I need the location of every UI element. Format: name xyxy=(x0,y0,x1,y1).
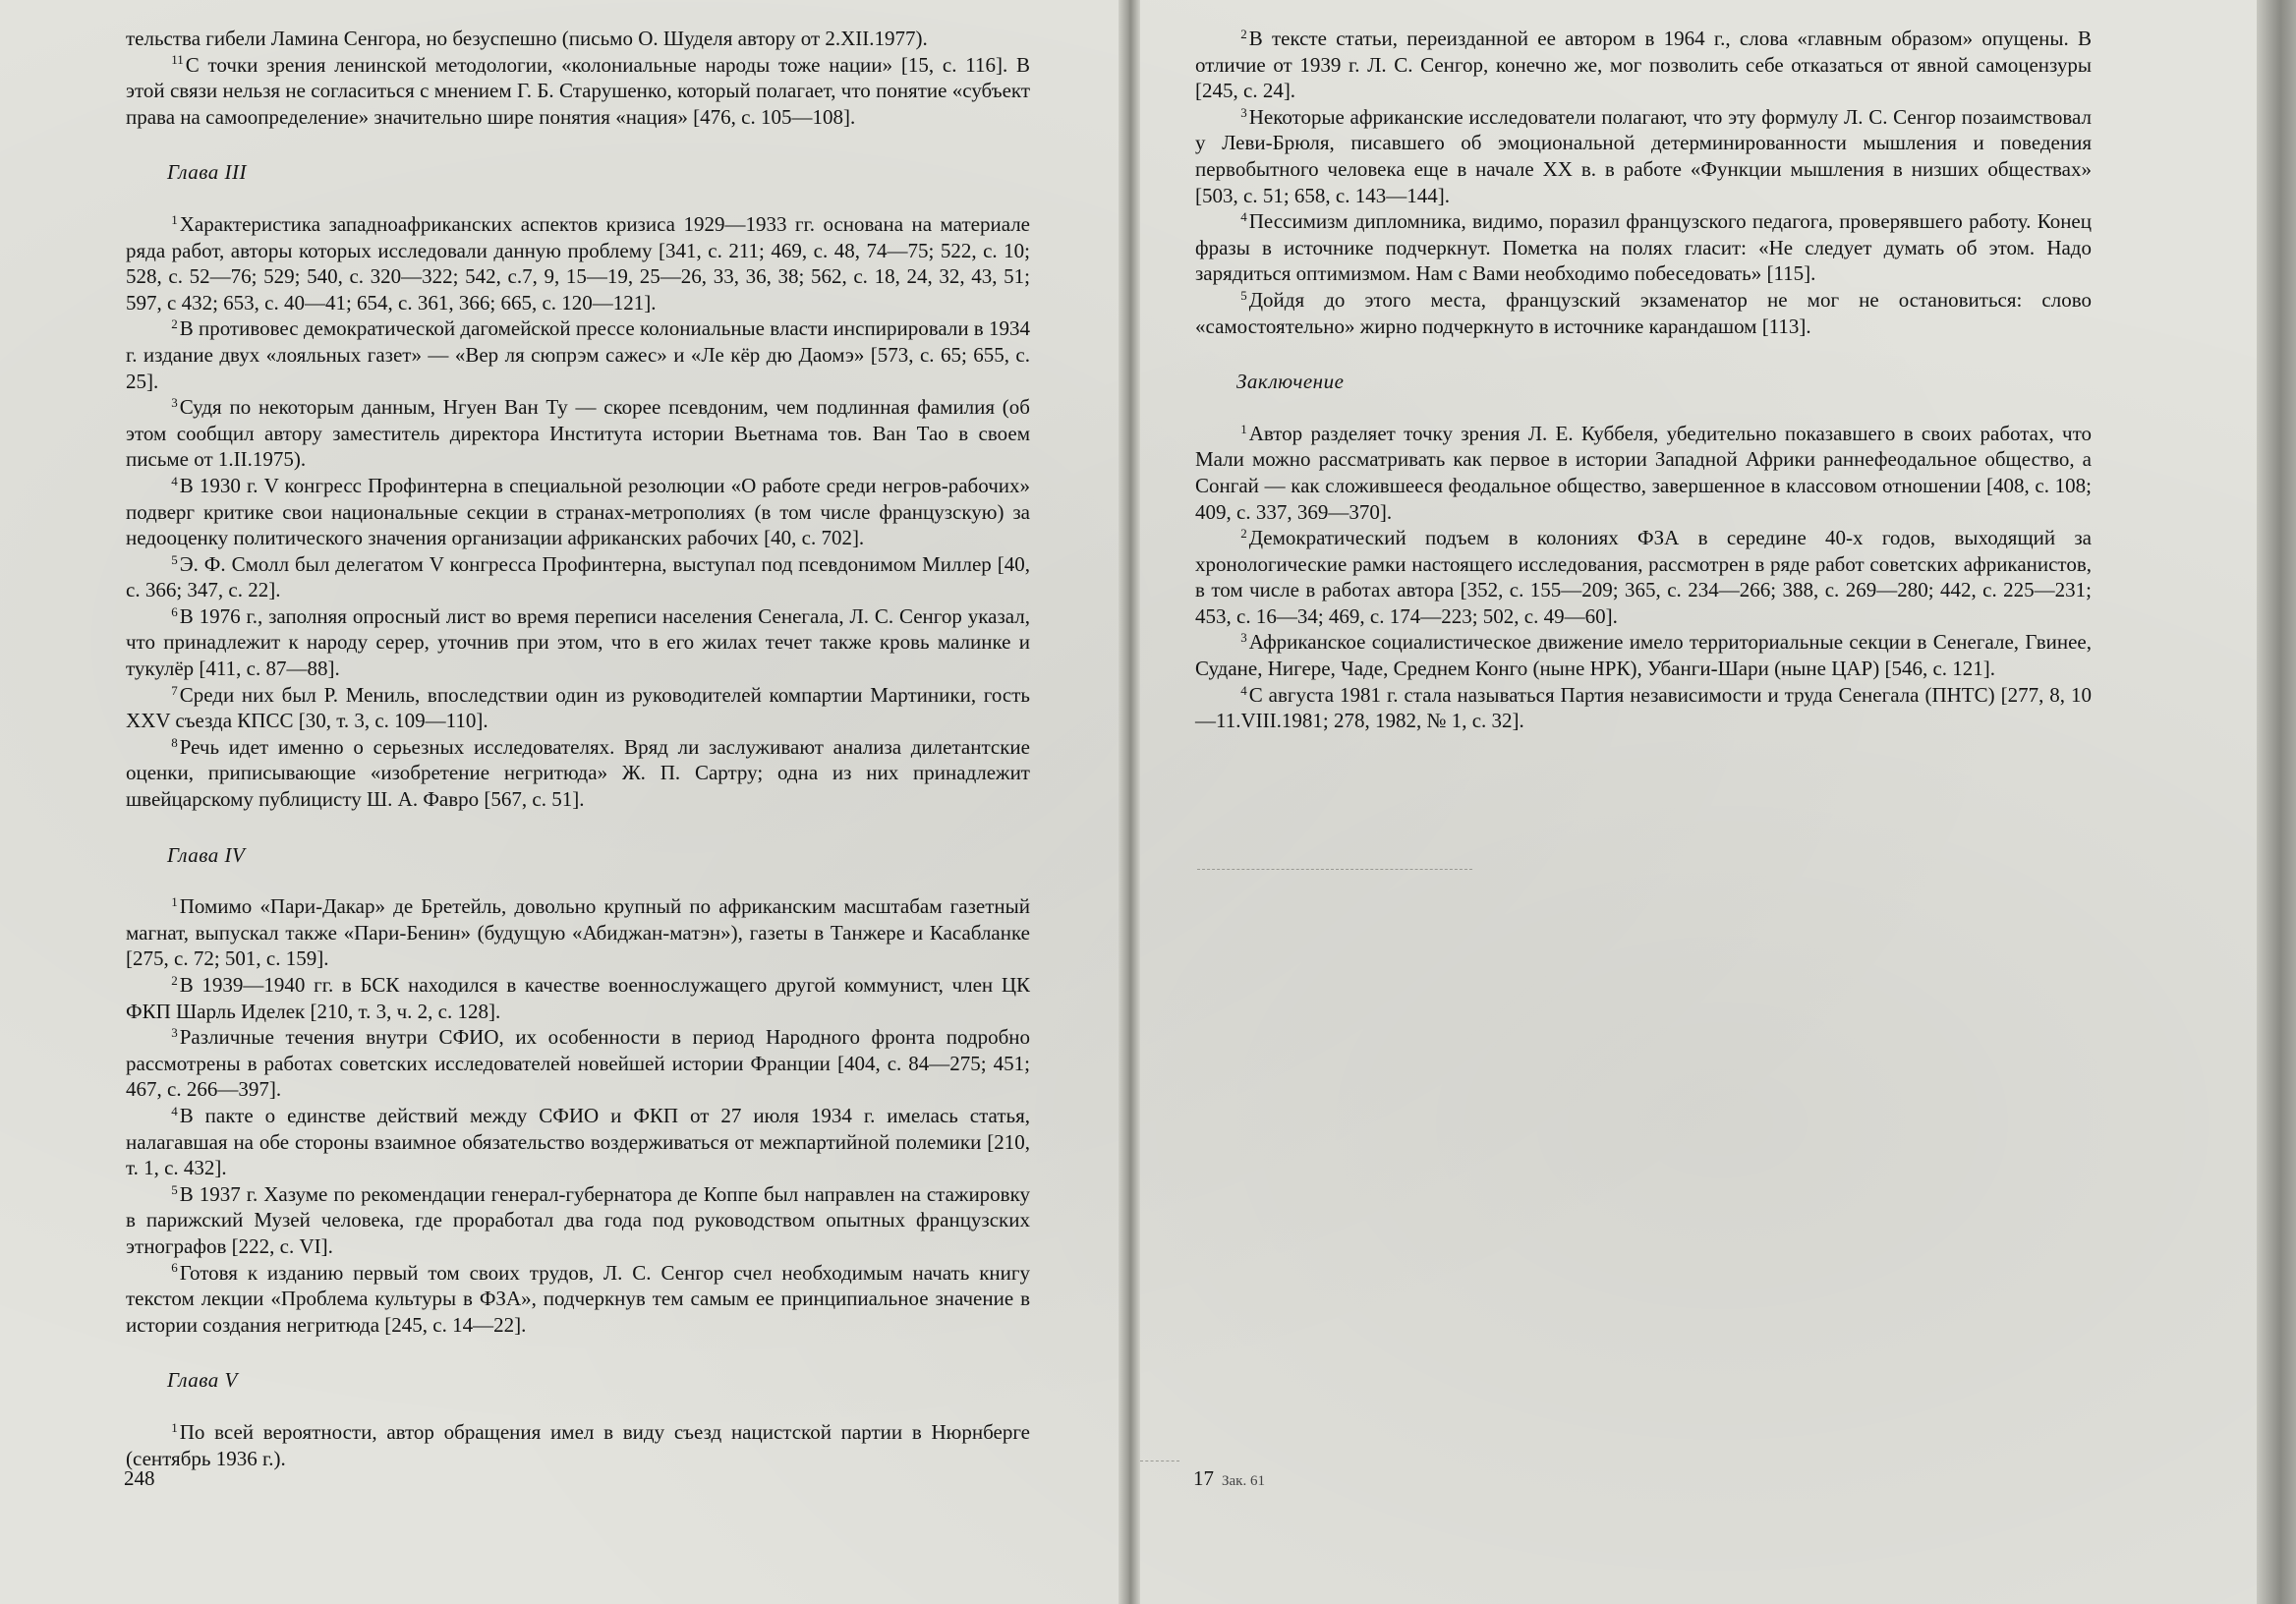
footnote xyxy=(1195,104,2092,208)
footnote xyxy=(126,551,1030,603)
footnote-number: 4 xyxy=(171,473,178,488)
footnote-text: Пессимизм дипломника, видимо, поразил французского педагога, проверявшего работу. Конец фразы в источнике подчеркнут. Пометка на полях гласит: «Не следует думать об этом. Надо зарядиться оптимизмом. Нам с Вами необходимо побеседовать» [115]. xyxy=(1195,209,2092,286)
footnote-text: Помимо «Пари-Дакар» де Бретейль, довольно крупный по африканским масштабам газетный магнат, выпускал также «Пари-Бенин» (будущую «Абиджан-матэн»), газеты в Танжере и Касабланке [275, с. 72; 501, с. 159]. xyxy=(126,894,1030,971)
footnote-number: 1 xyxy=(171,1419,178,1435)
footnote xyxy=(126,603,1030,682)
chapter-heading: Глава III xyxy=(167,160,247,185)
page-edge-shadow xyxy=(2257,0,2296,1604)
footnote-number: 3 xyxy=(171,1025,178,1041)
footnote-number: 3 xyxy=(1240,104,1247,120)
footnote xyxy=(1195,682,2092,734)
footnote xyxy=(1195,525,2092,629)
footnote xyxy=(126,893,1030,972)
footnote-text: В противовес демократической дагомейской прессе колониальные власти инспирировали в 1934 г. издание двух «лояльных газет» — «Вер ля сюпрэм сажес» и «Ле кёр дю Даомэ» [573, с. 65; 655, с. 25]. xyxy=(126,316,1030,393)
footnote-number: 4 xyxy=(1240,682,1247,698)
chapter-heading: Заключение xyxy=(1236,370,1345,394)
footnote xyxy=(126,473,1030,551)
footnote-number: 3 xyxy=(171,394,178,410)
footnote xyxy=(126,972,1030,1024)
footnote-number: 1 xyxy=(1240,421,1247,436)
footnote-text: Готовя к изданию первый том своих трудов, Л. С. Сенгор счел необходимым начать книгу текстом лекции «Проблема культуры в ФЗА», подчеркнув тем самым ее принципиальное значение в истории создания негритюда [245, с. 14—22]. xyxy=(126,1260,1030,1337)
footnote-text: В пакте о единстве действий между СФИО и ФКП от 27 июля 1934 г. имелась статья, налагавшая на обе стороны взаимное обязательство воздерживаться от межпартийной полемики [210, т. 1, с. 432]. xyxy=(126,1103,1030,1180)
left-page-number: 248 xyxy=(124,1466,155,1490)
footnote-text: Демократический подъем в колониях ФЗА в середине 40-х годов, выходящий за хронологические рамки настоящего исследования, рассмотрен в ряде работ советских африканистов, в том числе в работах автора [352, с. 155—209; 365, с. 234—266; 388, с. 269—280; 442, с. 225—231; 453, с. 16—34; 469, с. 174—223; 502, с. 49—60]. xyxy=(1195,526,2092,628)
footnote xyxy=(126,394,1030,473)
footnote xyxy=(126,211,1030,315)
right-page-number: 17 Зак. 61 xyxy=(1193,1466,1265,1490)
footnote-number: 11 xyxy=(171,52,184,68)
footnote-number: 4 xyxy=(1240,209,1247,224)
footnote-number: 2 xyxy=(1240,525,1247,541)
footnote-number: 4 xyxy=(171,1103,178,1118)
footnote xyxy=(126,26,1030,52)
footnote xyxy=(126,1103,1030,1181)
footnote-text: Африканское социалистическое движение имело территориальные секции в Сенегале, Гвинее, Судане, Нигере, Чаде, Среднем Конго (ныне НРК), Убанги-Шари (ныне ЦАР) [546, с. 121]. xyxy=(1195,630,2092,681)
footnote xyxy=(1195,421,2092,525)
signature-mark: Зак. 61 xyxy=(1222,1473,1265,1489)
footnote-text: В 1930 г. V конгресс Профинтерна в специальной резолюции «О работе среди негров-рабочих» подверг критике свои национальные секции в странах-метрополиях (в том числе французскую) за недооценку политического значения организации африканских рабочих [40, с. 702]. xyxy=(126,473,1030,550)
footnote-number: 6 xyxy=(171,603,178,619)
footnote xyxy=(1195,629,2092,681)
footnote-number: 2 xyxy=(171,972,178,988)
footnote-text: Среди них был Р. Мениль, впоследствии один из руководителей компартии Мартиники, гость XXV съезда КПСС [30, т. 3, с. 109—110]. xyxy=(126,682,1030,733)
footnote xyxy=(126,315,1030,394)
footnote xyxy=(1195,208,2092,287)
footnote-number: 7 xyxy=(171,682,178,698)
footnote xyxy=(126,1260,1030,1339)
right-page-text xyxy=(1195,26,2092,734)
scan-artifact-line xyxy=(1197,869,1472,870)
footnote-text: В тексте статьи, переизданной ее автором в 1964 г., слова «главным образом» опущены. В отличие от 1939 г. Л. С. Сенгор, конечно же, мог позволить себе отказаться от явной самоцензуры [245, с. 24]. xyxy=(1195,27,2092,103)
footnote-number: 1 xyxy=(171,894,178,910)
chapter-heading: Глава V xyxy=(167,1368,238,1393)
footnote-number: 2 xyxy=(171,316,178,332)
footnote xyxy=(126,682,1030,734)
left-page-text xyxy=(126,26,1030,1471)
footnote-text: Автор разделяет точку зрения Л. Е. Куббеля, убедительно показавшего в своих работах, что Мали можно рассматривать как первое в истории Западной Африки раннефеодальное общество, а Сонгай — как сложившееся феодальное общество, завершенное в классовом отношении [408, с. 108; 409, с. 337, 369—370]. xyxy=(1195,421,2092,524)
footnote-text: тельства гибели Ламина Сенгора, но безуспешно (письмо О. Шуделя автору от 2.XII.1977). xyxy=(126,27,928,50)
footnote xyxy=(126,734,1030,813)
footnote-number: 1 xyxy=(171,211,178,227)
footnote xyxy=(126,1181,1030,1260)
footnote-text: Различные течения внутри СФИО, их особенности в период Народного фронта подробно рассмотрены в работах советских исследователей новейшей истории Франции [404, с. 84—275; 451; 467, с. 266—397]. xyxy=(126,1025,1030,1102)
chapter-heading: Глава IV xyxy=(167,842,246,867)
footnote-text: Дойдя до этого места, французский экзаменатор не мог не остановиться: слово «самостоятельно» жирно подчеркнуто в источнике карандашом [113]. xyxy=(1195,287,2092,338)
footnote-text: В 1976 г., заполняя опросный лист во время переписи населения Сенегала, Л. С. Сенгор указал, что принадлежит к народу серер, уточнив при этом, что в его жилах течет также кровь малинке и тукулёр [411, с. 87—88]. xyxy=(126,603,1030,681)
footnote-number: 2 xyxy=(1240,26,1247,41)
footnote-number: 8 xyxy=(171,734,178,750)
book-gutter xyxy=(1119,0,1140,1604)
footnote-text: Некоторые африканские исследователи полагают, что эту формулу Л. С. Сенгор позаимствовал у Леви-Брюля, писавшего об эмоциональной детерминированности мышления и поведения первобытного человека еще в начале XX в. в работе «Функции мышления в низших обществах» [503, с. 51; 658, с. 143—144]. xyxy=(1195,104,2092,207)
footnote-text: В 1939—1940 гг. в БСК находился в качестве военнослужащего другой коммунист, член ЦК ФКП Шарль Иделек [210, т. 3, ч. 2, с. 128]. xyxy=(126,973,1030,1023)
footnote-number: 5 xyxy=(171,1181,178,1197)
footnote-number: 6 xyxy=(171,1260,178,1276)
footnote xyxy=(126,1024,1030,1103)
footnote-text: Э. Ф. Смолл был делегатом V конгресса Профинтерна, выступал под псевдонимом Миллер [40, с. 366; 347, с. 22]. xyxy=(126,551,1030,602)
footnote-text: Судя по некоторым данным, Нгуен Ван Ту — скорее псевдоним, чем подлинная фамилия (об этом сообщил автору заместитель директора Института истории Вьетнама тов. Ван Тао в своем письме от 1.II.1975). xyxy=(126,395,1030,472)
footnote-text: Характеристика западноафриканских аспектов кризиса 1929—1933 гг. основана на материале ряда работ, авторы которых исследовали данную проблему [341, с. 211; 469, с. 48, 74—75; 522, с. 10; 528, с. 52—76; 529; 540, с. 320—322; 542, с.7, 9, 15—19, 25—26, 33, 36, 38; 562, с. 18, 24, 32, 43, 51; 597, с 432; 653, с. 40—41; 654, с. 361, 366; 665, с. 120—121]. xyxy=(126,211,1030,315)
footnote xyxy=(126,1419,1030,1471)
footnote xyxy=(1195,287,2092,339)
footnote xyxy=(126,52,1030,131)
footnote-text: С точки зрения ленинской методологии, «колониальные народы тоже нации» [15, с. 116]. В этой связи нельзя не согласиться с мнением Г. Б. Старушенко, который полагает, что понятие «субъект права на самоопределение» значительно шире понятия «нация» [476, с. 105—108]. xyxy=(126,52,1030,129)
footnote-number: 5 xyxy=(1240,287,1247,303)
footnote-text: С августа 1981 г. стала называться Партия независимости и труда Сенегала (ПНТС) [277, 8, 10—11.VIII.1981; 278, 1982, № 1, с. 32]. xyxy=(1195,682,2092,733)
footnote-text: В 1937 г. Хазуме по рекомендации генерал-губернатора де Коппе был направлен на стажировку в парижский Музей человека, где проработал два года под руководством опытных французских этнографов [222, с. VI]. xyxy=(126,1181,1030,1258)
footnote-text: По всей вероятности, автор обращения имел в виду съезд нацистской партии в Нюрнберге (сентябрь 1936 г.). xyxy=(126,1419,1030,1470)
footnote-text: Речь идет именно о серьезных исследователях. Вряд ли заслуживают анализа дилетантские оценки, приписывающие «изобретение негритюда» Ж. П. Сартру; одна из них принадлежит швейцарскому публицисту Ш. А. Фавро [567, с. 51]. xyxy=(126,734,1030,812)
footnote-number: 5 xyxy=(171,551,178,567)
footnote xyxy=(1195,26,2092,104)
footnote-number: 3 xyxy=(1240,630,1247,646)
